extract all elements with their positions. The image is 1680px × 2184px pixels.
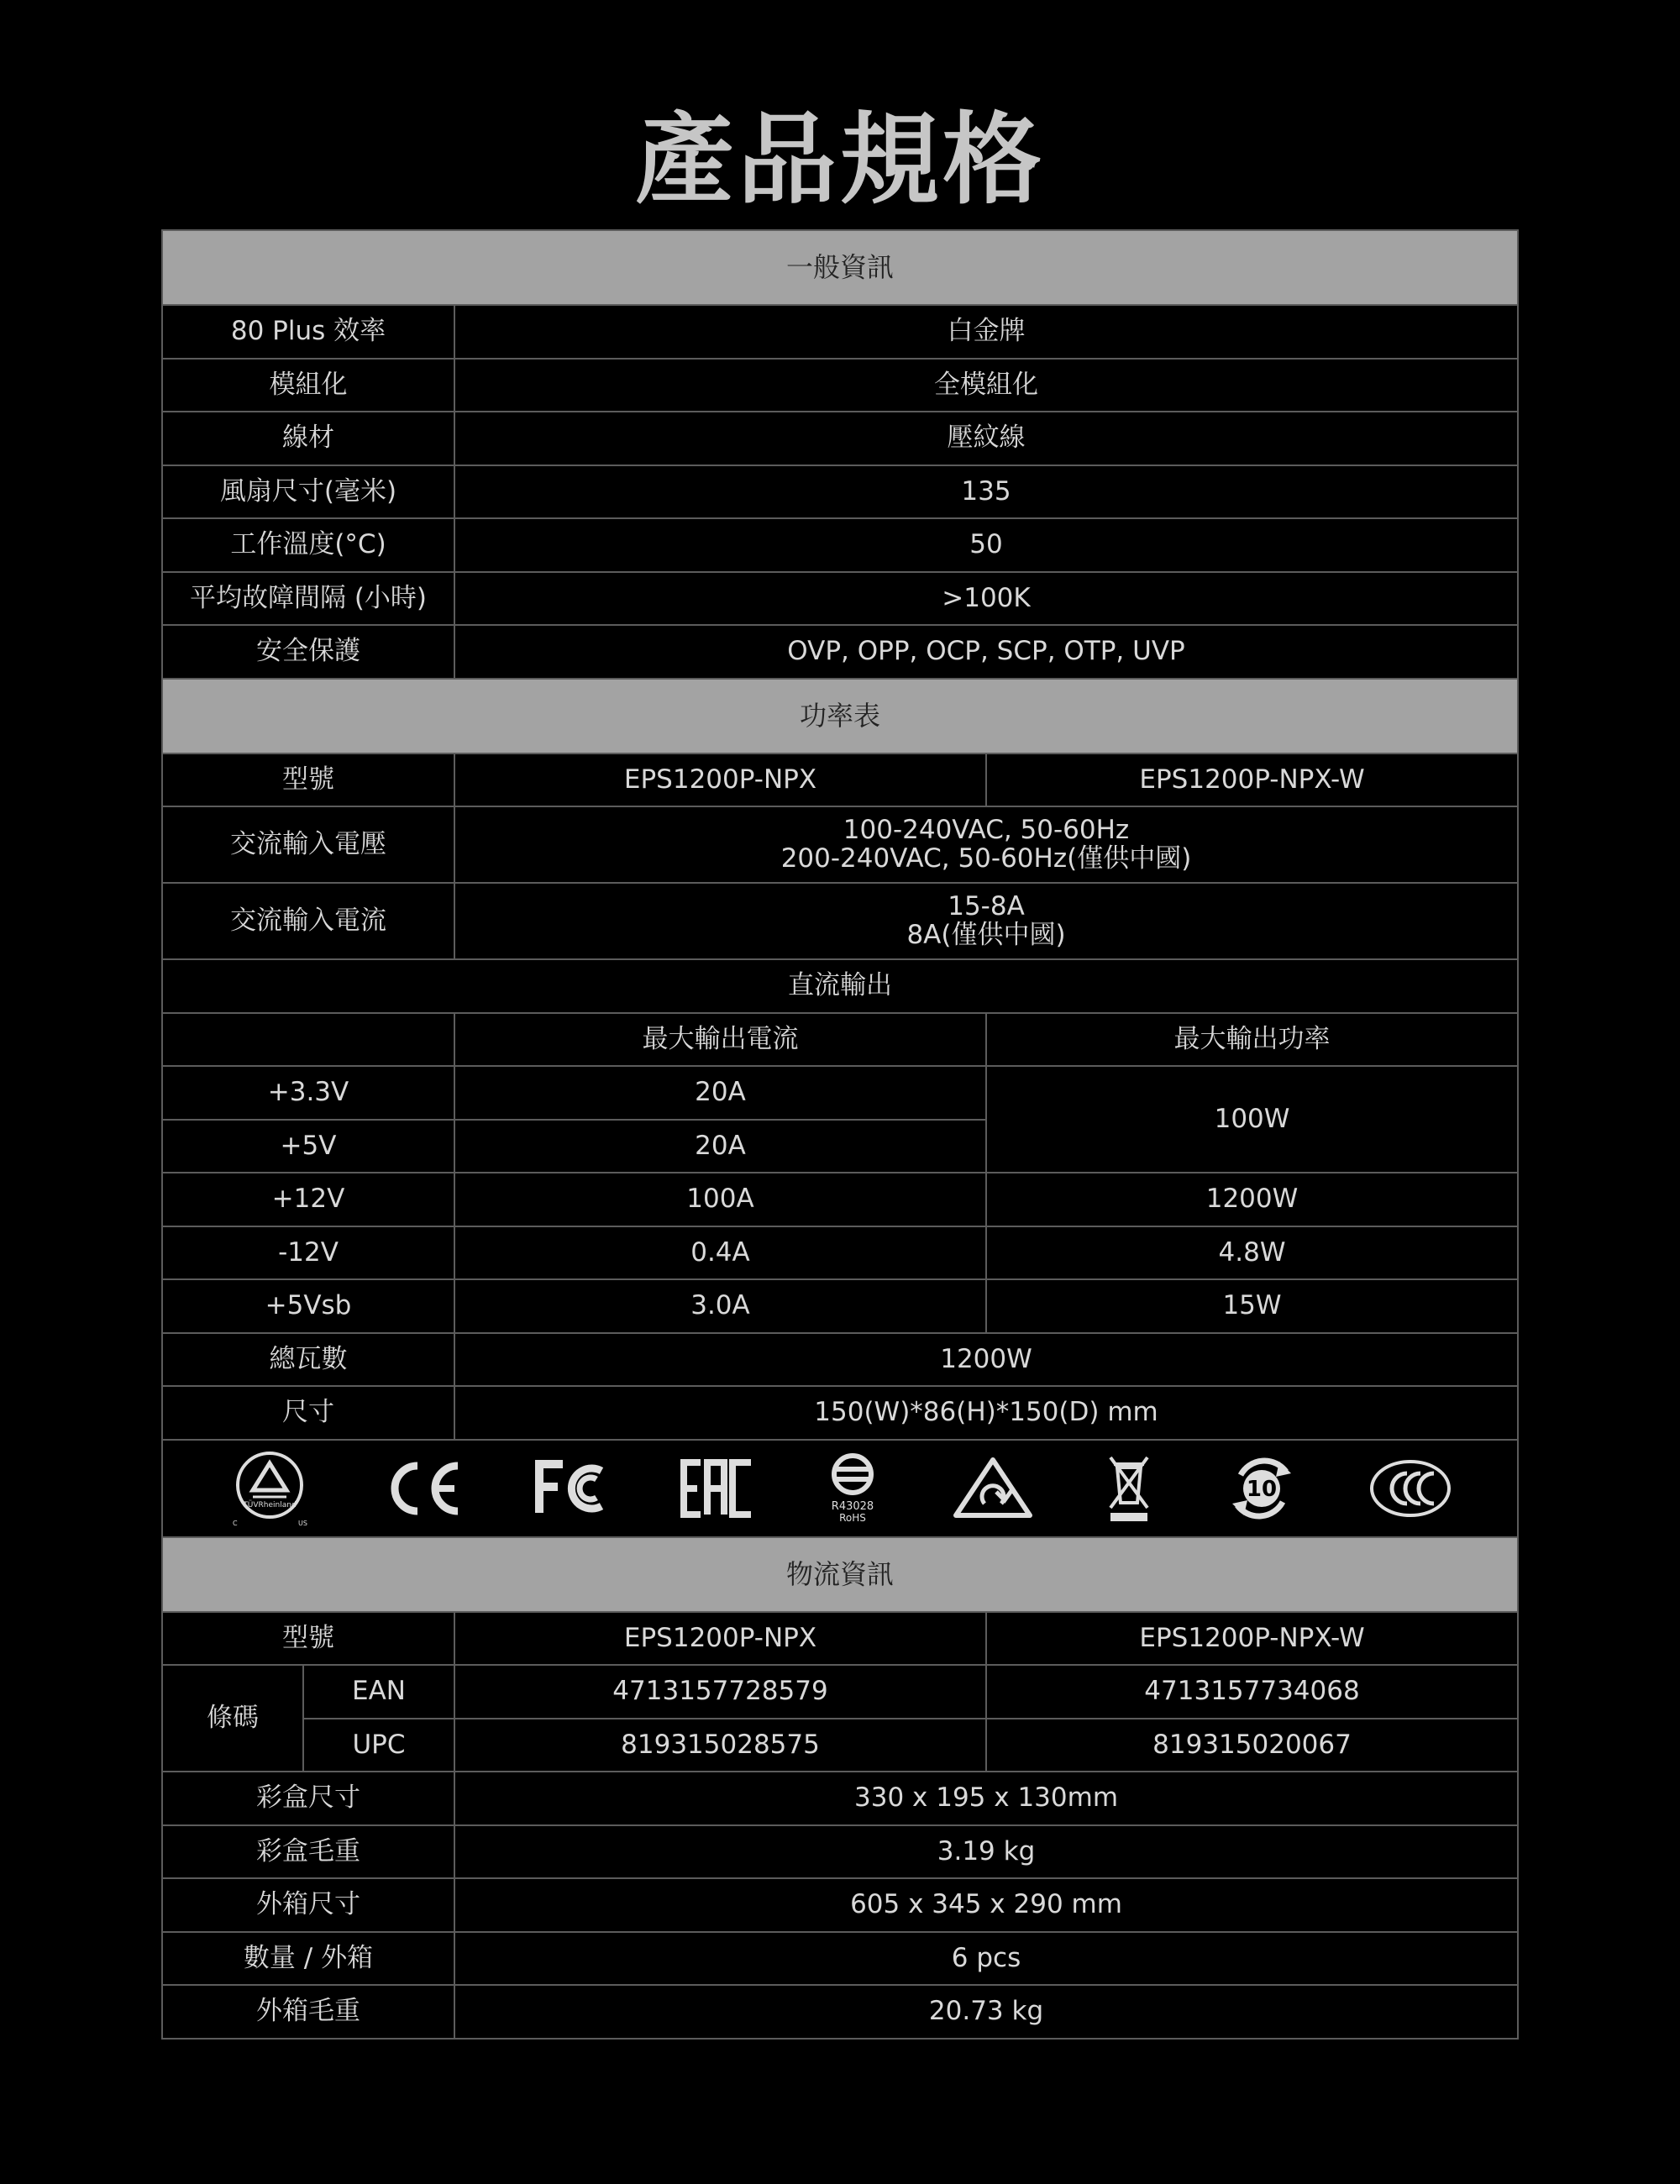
tuv-us: US (298, 1519, 308, 1527)
table-row (162, 1386, 1518, 1440)
certification-cell (162, 1440, 1518, 1537)
rail-current: 20A (454, 1066, 986, 1120)
table-row (162, 572, 1518, 626)
table-row (162, 753, 1518, 807)
rail-current: 100A (454, 1173, 986, 1226)
table-row (162, 1985, 1518, 2039)
section-header: 物流資訊 (162, 1537, 1518, 1612)
table-row (162, 359, 1518, 412)
rail-power: 100W (986, 1066, 1518, 1173)
ac-voltage-line: 100-240VAC, 50-60Hz (843, 815, 1130, 846)
upc-label: UPC (303, 1719, 454, 1772)
spec-table (161, 229, 1519, 2040)
rail-label: +5Vsb (162, 1279, 454, 1333)
row-label: 平均故障間隔 (小時) (162, 572, 454, 626)
table-row (162, 959, 1518, 1013)
table-row (162, 412, 1518, 465)
row-value: 50 (454, 518, 1518, 572)
table-row (162, 518, 1518, 572)
ac-voltage-label: 交流輸入電壓 (162, 806, 454, 883)
row-value: 3.19 kg (454, 1825, 1518, 1879)
table-row (162, 625, 1518, 679)
section-power (162, 679, 1518, 753)
tuv-text: TÜVRheinland (243, 1500, 297, 1509)
ac-current-value (454, 883, 1518, 959)
ean-label: EAN (303, 1665, 454, 1719)
row-value: 20.73 kg (454, 1985, 1518, 2039)
rail-label: +5V (162, 1120, 454, 1173)
bsmi-rohs: RoHS (839, 1511, 866, 1524)
model-2: EPS1200P-NPX-W (986, 1612, 1518, 1666)
fcc-icon (534, 1459, 612, 1518)
table-row (162, 883, 1518, 959)
page-title: 產品規格 (634, 102, 1045, 218)
row-value: 605 x 345 x 290 mm (454, 1878, 1518, 1932)
ac-current-line: 8A(僅供中國) (906, 919, 1066, 950)
ac-current-label: 交流輸入電流 (162, 883, 454, 959)
upc-2: 819315020067 (986, 1719, 1518, 1772)
certification-row (162, 1440, 1518, 1537)
max-power-header: 最大輸出功率 (986, 1013, 1518, 1067)
dc-output-header: 直流輸出 (162, 959, 1518, 1013)
ean-2: 4713157734068 (986, 1665, 1518, 1719)
table-row (162, 1772, 1518, 1825)
section-header: 功率表 (162, 679, 1518, 753)
row-label: 彩盒尺寸 (162, 1772, 454, 1825)
rail-label: +3.3V (162, 1066, 454, 1120)
barcode-label: 條碼 (162, 1665, 303, 1772)
row-label: 線材 (162, 412, 454, 465)
table-row (162, 1825, 1518, 1879)
bsmi-code: R43028 (831, 1499, 874, 1513)
model-label: 型號 (162, 1612, 454, 1666)
row-value: 壓紋線 (454, 412, 1518, 465)
row-value: 白金牌 (454, 305, 1518, 359)
rail-power: 1200W (986, 1173, 1518, 1226)
model-2: EPS1200P-NPX-W (986, 753, 1518, 807)
model-1: EPS1200P-NPX (454, 753, 986, 807)
row-value: 全模組化 (454, 359, 1518, 412)
row-value: >100K (454, 572, 1518, 626)
ce-icon (381, 1459, 465, 1518)
row-label: 風扇尺寸(毫米) (162, 465, 454, 519)
rail-power: 4.8W (986, 1226, 1518, 1280)
size-value: 150(W)*86(H)*150(D) mm (454, 1386, 1518, 1440)
table-row (162, 806, 1518, 883)
table-row (162, 465, 1518, 519)
table-row (162, 305, 1518, 359)
row-label: 80 Plus 效率 (162, 305, 454, 359)
size-label: 尺寸 (162, 1386, 454, 1440)
table-row (162, 1333, 1518, 1387)
row-value: 330 x 195 x 130mm (454, 1772, 1518, 1825)
table-row (162, 1226, 1518, 1280)
row-label: 數量 / 外箱 (162, 1932, 454, 1986)
total-value: 1200W (454, 1333, 1518, 1387)
ean-1: 4713157728579 (454, 1665, 986, 1719)
rohs-10-icon (1224, 1453, 1299, 1524)
bsmi-icon (823, 1451, 882, 1526)
model-label: 型號 (162, 753, 454, 807)
table-row (162, 1612, 1518, 1666)
rail-label: -12V (162, 1226, 454, 1280)
model-1: EPS1200P-NPX (454, 1612, 986, 1666)
rail-current: 3.0A (454, 1279, 986, 1333)
weee-icon (1104, 1451, 1154, 1526)
ccc-icon (1368, 1458, 1452, 1519)
rail-current: 20A (454, 1120, 986, 1173)
tuv-c: C (233, 1519, 238, 1527)
row-value: OVP, OPP, OCP, SCP, OTP, UVP (454, 625, 1518, 679)
row-label: 彩盒毛重 (162, 1825, 454, 1879)
rail-label: +12V (162, 1173, 454, 1226)
total-label: 總瓦數 (162, 1333, 454, 1387)
tuv-rheinland-icon (228, 1448, 312, 1529)
table-row (162, 1173, 1518, 1226)
row-label: 安全保護 (162, 625, 454, 679)
table-row (162, 1878, 1518, 1932)
empty-cell (162, 1013, 454, 1067)
ac-voltage-line: 200-240VAC, 50-60Hz(僅供中國) (780, 843, 1192, 874)
rail-power: 15W (986, 1279, 1518, 1333)
rcm-icon (951, 1455, 1035, 1522)
table-row (162, 1665, 1518, 1719)
table-row (162, 1279, 1518, 1333)
upc-1: 819315028575 (454, 1719, 986, 1772)
eac-icon (680, 1459, 754, 1518)
table-row (162, 1013, 1518, 1067)
max-current-header: 最大輸出電流 (454, 1013, 986, 1067)
ac-current-line: 15-8A (948, 891, 1025, 922)
section-header: 一般資訊 (162, 230, 1518, 305)
row-label: 模組化 (162, 359, 454, 412)
row-label: 工作溫度(°C) (162, 518, 454, 572)
table-row (162, 1932, 1518, 1986)
table-row (162, 1719, 1518, 1772)
row-value: 6 pcs (454, 1932, 1518, 1986)
rail-current: 0.4A (454, 1226, 986, 1280)
rohs-number: 10 (1246, 1476, 1277, 1502)
ac-voltage-value (454, 806, 1518, 883)
section-logistics (162, 1537, 1518, 1612)
row-label: 外箱尺寸 (162, 1878, 454, 1932)
table-row (162, 1066, 1518, 1120)
row-value: 135 (454, 465, 1518, 519)
section-general (162, 230, 1518, 305)
row-label: 外箱毛重 (162, 1985, 454, 2039)
